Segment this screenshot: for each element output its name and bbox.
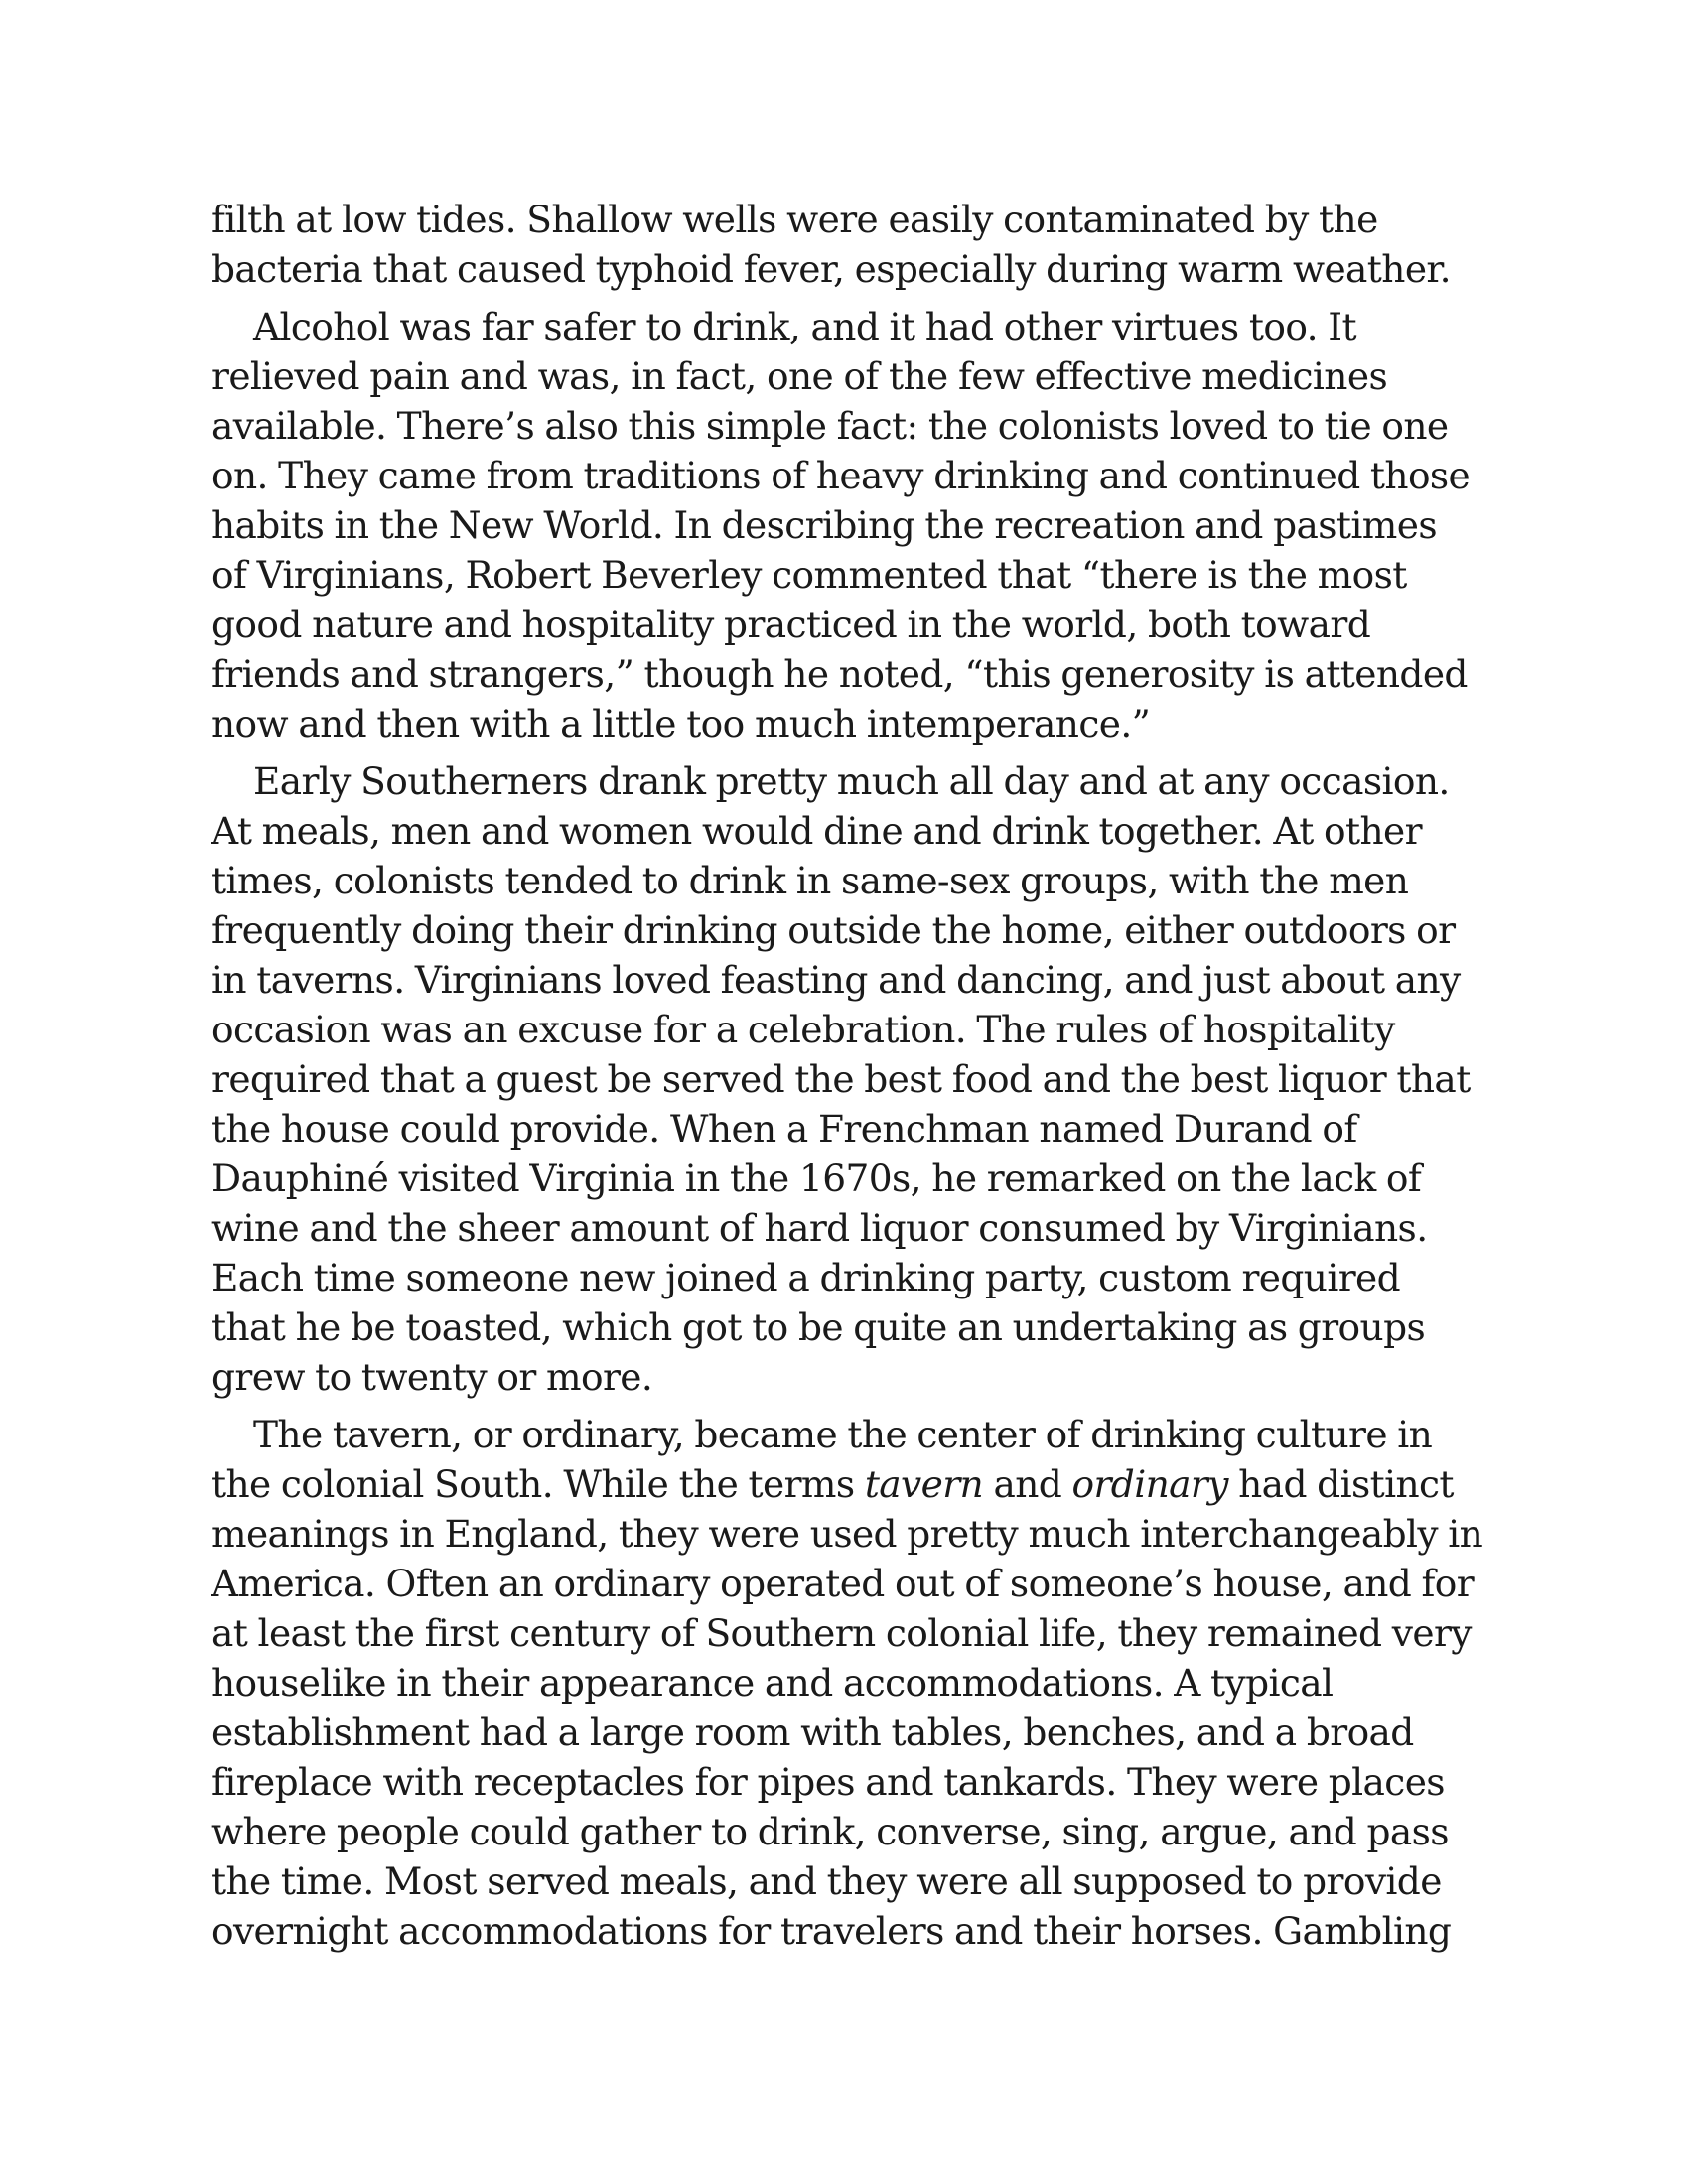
page-body — [211, 195, 1492, 1964]
text-segment: houselike in their appearance and accommodations. A typical — [211, 1661, 1334, 1705]
text-line — [211, 1054, 1492, 1104]
text-line — [211, 955, 1492, 1005]
text-segment: Dauphiné visited Virginia in the 1670s, he remarked on the lack of — [211, 1157, 1422, 1200]
text-line — [211, 905, 1492, 955]
text-segment: frequently doing their drinking outside the home, either outdoors or — [211, 908, 1456, 952]
text-segment: America. Often an ordinary operated out of someone’s house, and for — [211, 1562, 1475, 1605]
text-line — [211, 1005, 1492, 1054]
text-segment: where people could gather to drink, converse, sing, argue, and pass — [211, 1810, 1449, 1853]
text-segment: and — [983, 1462, 1072, 1506]
text-segment: available. There’s also this simple fact: the colonists loved to tie one — [211, 404, 1449, 448]
text-segment: Early Southerners drank pretty much all day and at any occasion. — [253, 759, 1450, 803]
text-line — [211, 401, 1492, 451]
text-segment: at least the first century of Southern colonial life, they remained very — [211, 1611, 1472, 1655]
text-line — [211, 1658, 1492, 1707]
text-line — [211, 1707, 1492, 1757]
text-line — [211, 1509, 1492, 1559]
text-segment: At meals, men and women would dine and drink together. At other — [211, 809, 1422, 853]
text-segment: friends and strangers,” though he noted, “this generosity is attended — [211, 652, 1468, 696]
text-segment: times, colonists tended to drink in same-sex groups, with the men — [211, 859, 1409, 902]
text-segment: The tavern, or ordinary, became the center of drinking culture in — [253, 1413, 1433, 1456]
text-line — [211, 244, 1492, 294]
text-segment: relieved pain and was, in fact, one of the few effective medicines — [211, 354, 1388, 398]
text-line — [211, 1459, 1492, 1509]
text-line — [211, 500, 1492, 550]
text-segment: habits in the New World. In describing the recreation and pastimes — [211, 503, 1437, 547]
text-line — [211, 1906, 1492, 1956]
text-segment: Each time someone new joined a drinking party, custom required — [211, 1256, 1401, 1299]
italic-term: tavern — [864, 1462, 984, 1506]
text-segment: required that a guest be served the best food and the best liquor that — [211, 1057, 1471, 1101]
text-segment: bacteria that caused typhoid fever, especially during warm weather. — [211, 247, 1451, 291]
text-line — [211, 1856, 1492, 1906]
text-line — [211, 550, 1492, 600]
paragraph — [211, 756, 1492, 1402]
text-line — [211, 1302, 1492, 1352]
text-segment: the house could provide. When a Frenchman named Durand of — [211, 1107, 1357, 1151]
text-line — [211, 302, 1492, 351]
text-line — [211, 856, 1492, 905]
text-line — [211, 1104, 1492, 1154]
text-segment: wine and the sheer amount of hard liquor consumed by Virginians. — [211, 1206, 1428, 1250]
text-segment: filth at low tides. Shallow wells were easily contaminated by the — [211, 198, 1378, 241]
text-segment: overnight accommodations for travelers and their horses. Gambling — [211, 1909, 1452, 1953]
text-line — [211, 1410, 1492, 1459]
text-segment: now and then with a little too much intemperance.” — [211, 702, 1151, 746]
text-line — [211, 649, 1492, 699]
text-segment: had distinct — [1227, 1462, 1454, 1506]
italic-term: ordinary — [1071, 1462, 1228, 1506]
text-segment: Alcohol was far safer to drink, and it had other virtues too. It — [253, 305, 1356, 348]
paragraph — [211, 195, 1492, 294]
text-segment: meanings in England, they were used pretty much interchangeably in — [211, 1512, 1483, 1556]
text-segment: the colonial South. While the terms — [211, 1462, 865, 1506]
text-line — [211, 1352, 1492, 1402]
paragraph — [211, 302, 1492, 749]
text-segment: of Virginians, Robert Beverley commented that “there is the most — [211, 553, 1407, 597]
text-line — [211, 1757, 1492, 1807]
text-segment: good nature and hospitality practiced in the world, both toward — [211, 603, 1371, 646]
text-segment: that he be toasted, which got to be quite an undertaking as groups — [211, 1305, 1426, 1349]
text-segment: fireplace with receptacles for pipes and tankards. They were places — [211, 1760, 1445, 1804]
text-segment: the time. Most served meals, and they were all supposed to provide — [211, 1859, 1442, 1903]
text-line — [211, 451, 1492, 500]
text-line — [211, 1203, 1492, 1253]
paragraph — [211, 1410, 1492, 1956]
text-line — [211, 1608, 1492, 1658]
text-line — [211, 600, 1492, 649]
text-line — [211, 1559, 1492, 1608]
text-segment: on. They came from traditions of heavy drinking and continued those — [211, 454, 1471, 497]
text-line — [211, 756, 1492, 806]
text-segment: occasion was an excuse for a celebration. The rules of hospitality — [211, 1008, 1395, 1051]
text-segment: grew to twenty or more. — [211, 1355, 653, 1399]
text-segment: establishment had a large room with tables, benches, and a broad — [211, 1710, 1414, 1754]
text-line — [211, 1807, 1492, 1856]
text-line — [211, 699, 1492, 749]
text-segment: in taverns. Virginians loved feasting and dancing, and just about any — [211, 958, 1461, 1002]
text-line — [211, 806, 1492, 856]
text-line — [211, 1253, 1492, 1302]
text-line — [211, 1154, 1492, 1203]
text-line — [211, 195, 1492, 244]
text-line — [211, 351, 1492, 401]
